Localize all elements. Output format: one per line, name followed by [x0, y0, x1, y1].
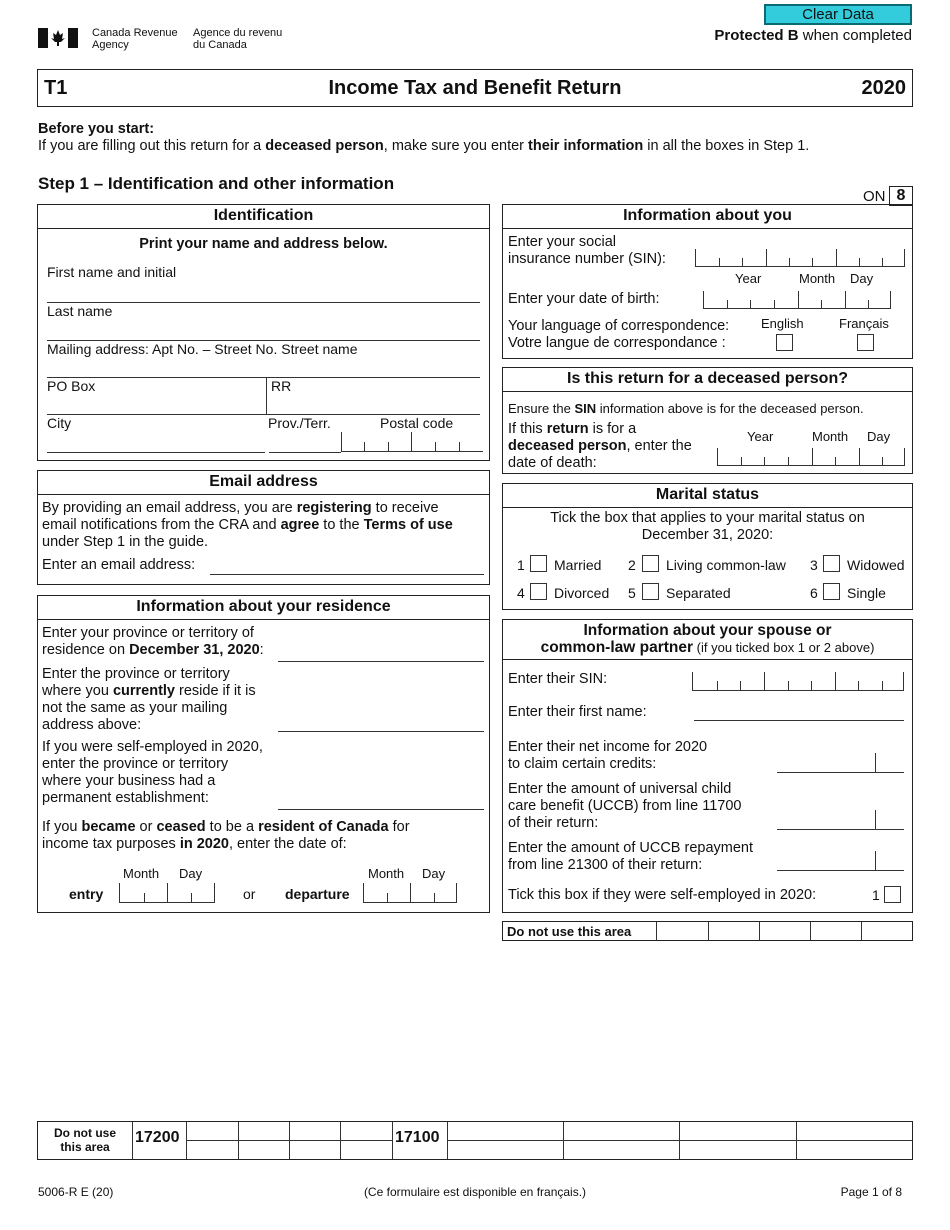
- business-province-label: If you were self-employed in 2020, enter the province or territory where your business had a permanent establishment:: [42, 739, 263, 806]
- tax-year: 2020: [861, 77, 906, 99]
- residence-province-label: Enter your province or territory of residence on December 31, 2020:: [42, 625, 264, 658]
- dob-day-label: Day: [850, 271, 874, 286]
- code-17200: 17200: [135, 1129, 180, 1146]
- postal-code-label: Postal code: [380, 415, 454, 431]
- page-title: Income Tax and Benefit Return: [328, 77, 622, 99]
- english-label: English: [761, 316, 804, 331]
- postal-code-field[interactable]: [341, 432, 483, 452]
- current-province-label: Enter the province or territory where you currently reside if it is not the same as your mailing address above:: [42, 666, 256, 733]
- date-of-death-field[interactable]: [717, 448, 905, 466]
- about-you-section: [502, 204, 913, 359]
- or-label: or: [243, 886, 256, 902]
- agency-name-fr: Agence du revenu du Canada: [193, 27, 283, 51]
- mailing-address-field[interactable]: [47, 377, 480, 378]
- uccb-repayment-label: Enter the amount of UCCB repayment from line 21300 of their return:: [508, 840, 754, 873]
- dob-field[interactable]: [703, 291, 891, 309]
- province-code-box: 8: [889, 186, 913, 206]
- departure-day-label: Day: [422, 866, 446, 881]
- code-17100: 17100: [395, 1129, 440, 1146]
- residence-header: Information about your residence: [38, 596, 489, 620]
- clear-data-button[interactable]: Clear Data: [764, 4, 912, 25]
- divorced-number: 4: [517, 585, 525, 601]
- sin-label: Enter your social insurance number (SIN):: [508, 234, 666, 267]
- departure-date-field[interactable]: [363, 883, 457, 903]
- french-availability: (Ce formulaire est disponible en français.): [363, 1185, 587, 1199]
- self-employed-number: 1: [872, 887, 880, 903]
- uccb-field[interactable]: [777, 810, 904, 830]
- death-day-label: Day: [867, 429, 891, 444]
- francais-label: Français: [839, 316, 889, 331]
- death-month-label: Month: [812, 429, 849, 444]
- residence-province-field[interactable]: [278, 661, 484, 662]
- death-year-label: Year: [747, 429, 774, 444]
- form-id: 5006-R E (20): [38, 1185, 114, 1199]
- residency-change-label: If you became or ceased to be a resident of Canada for income tax purposes in 2020, enter the date of:: [42, 819, 410, 852]
- spouse-header: Information about your spouse or common-law partner (if you ticked box 1 or 2 above): [503, 620, 912, 660]
- deceased-section: [502, 367, 913, 474]
- mailing-address-label: Mailing address: Apt No. – Street No. Street name: [47, 341, 358, 357]
- spouse-sin-label: Enter their SIN:: [508, 671, 608, 687]
- title-bar: [37, 69, 913, 107]
- married-checkbox[interactable]: [530, 555, 547, 572]
- canada-flag-logo: [38, 28, 78, 51]
- protected-b-notice: Protected B when completed: [714, 27, 912, 44]
- page-number: Page 1 of 8: [840, 1185, 902, 1199]
- separated-number: 5: [628, 585, 636, 601]
- dob-label: Enter your date of birth:: [508, 291, 660, 307]
- divorced-checkbox[interactable]: [530, 583, 547, 600]
- self-employed-checkbox[interactable]: [884, 886, 901, 903]
- about-you-header: Information about you: [503, 205, 912, 229]
- common-law-label: Living common-law: [666, 557, 786, 573]
- spouse-first-name-field[interactable]: [694, 720, 904, 721]
- entry-day-label: Day: [179, 866, 203, 881]
- uccb-label: Enter the amount of universal child care benefit (UCCB) from line 11700 of their return:: [508, 781, 742, 831]
- prov-field[interactable]: [269, 452, 341, 453]
- email-input[interactable]: [210, 574, 484, 575]
- city-field[interactable]: [47, 452, 265, 453]
- departure-label: departure: [285, 886, 350, 902]
- dob-month-label: Month: [799, 271, 836, 286]
- first-name-label: First name and initial: [47, 264, 177, 280]
- business-province-field[interactable]: [278, 809, 484, 810]
- entry-month-label: Month: [123, 866, 160, 881]
- married-number: 1: [517, 557, 525, 573]
- current-province-field[interactable]: [278, 731, 484, 732]
- spouse-sin-field[interactable]: [692, 672, 904, 691]
- single-label: Single: [847, 585, 886, 601]
- do-not-use-label: Do not use this area: [507, 924, 632, 939]
- common-law-checkbox[interactable]: [642, 555, 659, 572]
- spouse-net-income-label: Enter their net income for 2020 to claim certain credits:: [508, 739, 708, 772]
- agency-name-en: Canada Revenue Agency: [92, 27, 178, 51]
- marital-header: Marital status: [503, 484, 912, 508]
- married-label: Married: [554, 557, 602, 573]
- po-box-label: PO Box: [47, 378, 96, 394]
- date-of-death-label: If this return is for a deceased person, enter the date of death:: [508, 421, 692, 471]
- identification-header: Identification: [38, 205, 489, 229]
- before-heading: Before you start:: [38, 121, 155, 137]
- divorced-label: Divorced: [554, 585, 610, 601]
- identification-instruction: Print your name and address below.: [139, 236, 388, 252]
- entry-label: entry: [69, 886, 104, 902]
- rr-label: RR: [271, 378, 292, 394]
- departure-month-label: Month: [368, 866, 405, 881]
- province-code-label: ON: [863, 188, 886, 205]
- email-consent-text: By providing an email address, you are registering to receive email notifications from the CRA and agree to the Terms of use under Step 1 in the guide.: [42, 500, 453, 550]
- bottom-do-not-use-grid: [37, 1121, 913, 1160]
- sin-field[interactable]: [695, 249, 905, 267]
- uccb-repayment-field[interactable]: [777, 851, 904, 871]
- step1-heading: Step 1 – Identification and other information: [38, 174, 395, 193]
- language-label: Your language of correspondence: Votre langue de correspondance :: [508, 318, 730, 351]
- spouse-section: [502, 619, 913, 913]
- spouse-first-name-label: Enter their first name:: [508, 704, 647, 720]
- separated-checkbox[interactable]: [642, 583, 659, 600]
- marital-status-section: [502, 483, 913, 610]
- last-name-label: Last name: [47, 303, 113, 319]
- prov-label: Prov./Terr.: [268, 415, 331, 431]
- residence-section: [37, 595, 490, 913]
- separated-label: Separated: [666, 585, 731, 601]
- widowed-number: 3: [810, 557, 818, 573]
- francais-checkbox[interactable]: [857, 334, 874, 351]
- marital-instruction: Tick the box that applies to your marital status on December 31, 2020:: [550, 510, 865, 543]
- self-employed-label: Tick this box if they were self-employed in 2020:: [508, 887, 817, 903]
- deceased-note: Ensure the SIN information above is for the deceased person.: [508, 401, 864, 416]
- email-header: Email address: [38, 471, 489, 495]
- do-not-use-area-right: [502, 921, 913, 941]
- english-checkbox[interactable]: [776, 334, 793, 351]
- city-label: City: [47, 415, 72, 431]
- form-number: T1: [44, 77, 68, 99]
- widowed-checkbox[interactable]: [823, 555, 840, 572]
- identification-section: [37, 204, 490, 461]
- email-section: [37, 470, 490, 585]
- bottom-do-not-use-label: Do not use this area: [54, 1126, 116, 1154]
- before-text: If you are filling out this return for a deceased person, make sure you enter their information in all the boxes in Step 1.: [38, 138, 810, 154]
- dob-year-label: Year: [735, 271, 762, 286]
- email-label: Enter an email address:: [42, 557, 196, 573]
- widowed-label: Widowed: [847, 557, 905, 573]
- deceased-header: Is this return for a deceased person?: [503, 368, 912, 392]
- single-checkbox[interactable]: [823, 583, 840, 600]
- entry-date-field[interactable]: [119, 883, 215, 903]
- single-number: 6: [810, 585, 818, 601]
- spouse-net-income-field[interactable]: [777, 753, 904, 773]
- before-you-start: [38, 121, 809, 155]
- common-law-number: 2: [628, 557, 636, 573]
